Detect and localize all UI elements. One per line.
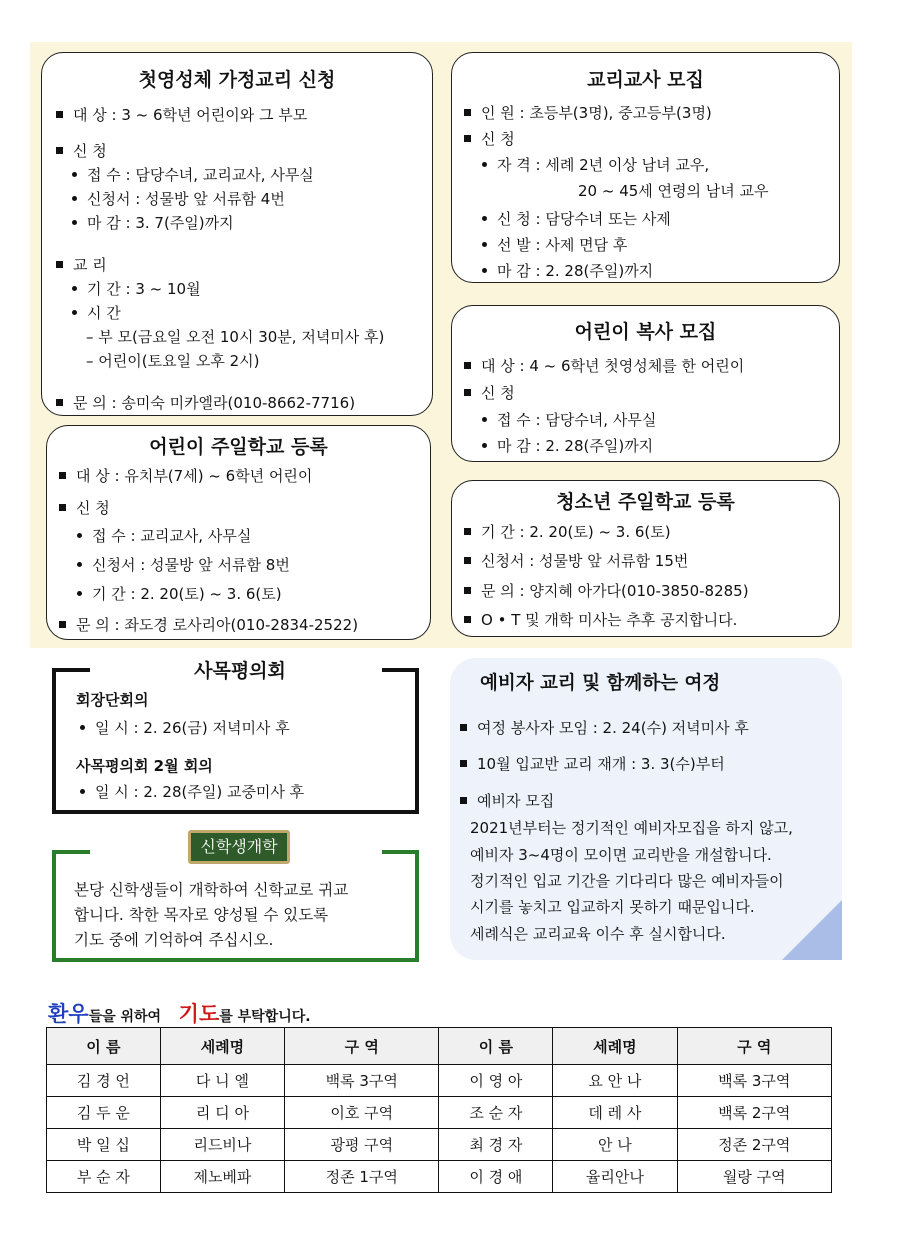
fc-inquiry: 문 의 : 송미숙 미카엘라(010-8662-7716) (73, 394, 356, 412)
square-bullet-icon (56, 147, 63, 154)
square-bullet-icon (56, 399, 63, 406)
square-bullet-icon (464, 362, 471, 369)
dot-bullet-icon (72, 220, 77, 225)
dot-bullet-icon (482, 242, 487, 247)
table-row (47, 1065, 832, 1097)
dot-bullet-icon (77, 533, 82, 538)
tr-apply: 신 청 : 담당수녀 또는 사제 (497, 210, 671, 228)
ys-inquiry: 문 의 : 양지혜 아가다(010-3850-8285) (481, 582, 749, 600)
dot-bullet-icon (72, 286, 77, 291)
cs-target: 대 상 : 유치부(7세) ~ 6학년 어린이 (76, 467, 313, 485)
table-cell: 정존 2구역 (677, 1129, 831, 1161)
fc-apply-2: 신청서 : 성물방 앞 서류함 4번 (87, 190, 285, 208)
ys-form: 신청서 : 성물방 앞 서류함 15번 (481, 552, 689, 570)
square-bullet-icon (464, 135, 471, 142)
seminarian-line-3: 기도 중에 기억하여 주십시오. (74, 931, 274, 949)
cat-line-5: 세례식은 교리교육 이수 후 실시합니다. (470, 925, 726, 943)
table-cell: 월랑 구역 (677, 1161, 831, 1193)
fc-apply-head: 신 청 (73, 142, 107, 160)
table-cell: 김 두 운 (47, 1097, 161, 1129)
as-apply: 접 수 : 담당수녀, 사무실 (497, 411, 657, 429)
council-sub1-time: 일 시 : 2. 26(금) 저녁미사 후 (95, 719, 290, 737)
square-bullet-icon (460, 724, 467, 731)
square-bullet-icon (59, 621, 66, 628)
council-title: 사목평의회 (194, 660, 286, 682)
dot-bullet-icon (80, 725, 85, 730)
dot-bullet-icon (72, 172, 77, 177)
table-cell: 율리안나 (553, 1161, 677, 1193)
col-header: 구 역 (677, 1028, 831, 1065)
prayer-word-patients: 환우 (48, 1002, 89, 1026)
cat-item-1: 여정 봉사자 모임 : 2. 24(수) 저녁미사 후 (477, 719, 749, 737)
table-row (47, 1129, 832, 1161)
children-school-card (46, 425, 431, 640)
prayer-part-2: 를 부탁합니다. (219, 1009, 311, 1025)
table-cell: 이 영 아 (439, 1065, 553, 1097)
fc-time-2: 어린이(토요일 오후 2시) (98, 352, 260, 370)
col-header: 구 역 (285, 1028, 439, 1065)
youth-school-card (451, 480, 840, 637)
tr-qual-1: 자 격 : 세례 2년 이상 남녀 교우, (497, 156, 710, 174)
catechumen-title: 예비자 교리 및 함께하는 여정 (480, 673, 721, 694)
square-bullet-icon (56, 111, 63, 118)
tr-people: 인 원 : 초등부(3명), 중고등부(3명) (481, 104, 712, 122)
table-cell: 백록 2구역 (677, 1097, 831, 1129)
seminarian-line-1: 본당 신학생들이 개학하여 신학교로 귀교 (74, 881, 349, 899)
table-header-row (47, 1028, 832, 1065)
seminarian-line-2: 합니다. 착한 목자로 양성될 수 있도록 (74, 906, 329, 924)
tr-select: 선 발 : 사제 면담 후 (497, 236, 628, 254)
table-cell: 요 안 나 (553, 1065, 677, 1097)
table-row (47, 1097, 832, 1129)
cat-item-2: 10월 입교반 교리 재개 : 3. 3(수)부터 (477, 755, 725, 773)
youth-school-title: 청소년 주일학교 등록 (556, 491, 735, 513)
dot-bullet-icon (482, 162, 487, 167)
dot-bullet-icon (72, 196, 77, 201)
prayer-heading (48, 998, 311, 1028)
table-cell: 김 경 언 (47, 1065, 161, 1097)
cs-inquiry: 문 의 : 좌도경 로사리아(010-2834-2522) (76, 616, 359, 634)
altar-server-card (451, 305, 840, 462)
council-sub2-time: 일 시 : 2. 28(주일) 교중미사 후 (95, 783, 305, 801)
teacher-recruit-title: 교리교사 모집 (587, 69, 704, 91)
prayer-table (46, 1027, 832, 1193)
square-bullet-icon (464, 109, 471, 116)
col-header: 세례명 (160, 1028, 284, 1065)
cs-apply-1: 접 수 : 교리교사, 사무실 (92, 527, 252, 545)
dot-bullet-icon (482, 417, 487, 422)
table-cell: 백록 3구역 (285, 1065, 439, 1097)
fc-doctrine-head: 교 리 (73, 256, 107, 274)
dot-bullet-icon (77, 562, 82, 567)
fc-period: 기 간 : 3 ~ 10월 (87, 280, 201, 298)
dot-bullet-icon (482, 216, 487, 221)
as-target: 대 상 : 4 ~ 6학년 첫영성체를 한 어린이 (481, 357, 745, 375)
children-school-title: 어린이 주일학교 등록 (149, 436, 328, 458)
council-sub2: 사목평의회 2월 회의 (76, 757, 213, 775)
square-bullet-icon (464, 528, 471, 535)
table-cell: 광평 구역 (285, 1129, 439, 1161)
dot-bullet-icon (77, 591, 82, 596)
table-cell: 이호 구역 (285, 1097, 439, 1129)
as-apply-head: 신 청 (481, 384, 515, 402)
first-communion-card: 첫영성체 가정교리 신청 대 상 : 3 ~ 6학년 어린이와 그 부모 신 청 접 수 : 담당수녀, 교리교사, 사무실 신청서 : 성물방 앞 서류함 4번 마 감 : 3. 7(주일)까지 교 리 기 간 : 3 ~ 10월 시 간 – 부 모(금요일 오전 10시 30분, 저녁미사 후) – 어린이(토요일 오후 2시) 문 의 : 송미숙 미카엘라(010-8662-7716) (41, 52, 433, 416)
prayer-part-1: 들을 위하여 (88, 1009, 162, 1025)
table-row (47, 1161, 832, 1193)
tr-apply-head: 신 청 (481, 130, 515, 148)
corner-fold-icon (782, 900, 842, 960)
cat-line-4: 시기를 놓치고 입교하지 못하기 때문입니다. (470, 898, 755, 916)
ys-period: 기 간 : 2. 20(토) ~ 3. 6(토) (481, 523, 671, 541)
table-cell: 리 디 아 (160, 1097, 284, 1129)
as-deadline: 마 감 : 2. 28(주일)까지 (497, 437, 654, 455)
tr-qual-2: 20 ~ 45세 연령의 남녀 교우 (578, 182, 769, 200)
square-bullet-icon (464, 587, 471, 594)
square-bullet-icon (464, 557, 471, 564)
dot-bullet-icon (72, 310, 77, 315)
table-cell: 박 일 십 (47, 1129, 161, 1161)
square-bullet-icon (59, 472, 66, 479)
table-cell: 정존 1구역 (285, 1161, 439, 1193)
square-bullet-icon (56, 261, 63, 268)
square-bullet-icon (464, 616, 471, 623)
fc-time-1: 부 모(금요일 오전 10시 30분, 저녁미사 후) (98, 328, 385, 346)
tr-deadline: 마 감 : 2. 28(주일)까지 (497, 262, 654, 280)
seminarian-badge: 신학생개학 (188, 830, 290, 864)
col-header: 세례명 (553, 1028, 677, 1065)
altar-server-title: 어린이 복사 모집 (574, 321, 717, 343)
col-header: 이 름 (439, 1028, 553, 1065)
table-cell: 제노베파 (160, 1161, 284, 1193)
cat-line-1: 2021년부터는 정기적인 예비자모집을 하지 않고, (470, 819, 793, 837)
table-cell: 최 경 자 (439, 1129, 553, 1161)
table-cell: 이 경 애 (439, 1161, 553, 1193)
cat-item-3: 예비자 모집 (477, 792, 555, 810)
col-header: 이 름 (47, 1028, 161, 1065)
square-bullet-icon (59, 504, 66, 511)
first-communion-title: 첫영성체 가정교리 신청 (138, 69, 336, 91)
teacher-recruit-card (451, 52, 840, 283)
fc-apply-1: 접 수 : 담당수녀, 교리교사, 사무실 (87, 166, 314, 184)
prayer-word-prayer: 기도 (178, 1002, 220, 1026)
table-cell: 리드비나 (160, 1129, 284, 1161)
cat-line-2: 예비자 3~4명이 모이면 교리반을 개설합니다. (470, 846, 772, 864)
fc-time-head: 시 간 (87, 304, 121, 322)
table-cell: 안 나 (553, 1129, 677, 1161)
dot-bullet-icon (482, 268, 487, 273)
table-cell: 백록 3구역 (677, 1065, 831, 1097)
fc-target: 대 상 : 3 ~ 6학년 어린이와 그 부모 (73, 106, 308, 124)
square-bullet-icon (464, 389, 471, 396)
cs-apply-head: 신 청 (76, 499, 110, 517)
cat-line-3: 정기적인 입교 기간을 기다리다 많은 예비자들이 (470, 872, 784, 890)
table-cell: 다 니 엘 (160, 1065, 284, 1097)
ys-ot: O • T 및 개학 미사는 추후 공지합니다. (481, 611, 738, 629)
cs-apply-2: 신청서 : 성물방 앞 서류함 8번 (92, 556, 290, 574)
square-bullet-icon (460, 797, 467, 804)
fc-apply-3: 마 감 : 3. 7(주일)까지 (87, 214, 234, 232)
council-sub1: 회장단회의 (76, 691, 149, 709)
square-bullet-icon (460, 760, 467, 767)
table-cell: 부 순 자 (47, 1161, 161, 1193)
table-cell: 조 순 자 (439, 1097, 553, 1129)
dot-bullet-icon (482, 443, 487, 448)
cs-apply-3: 기 간 : 2. 20(토) ~ 3. 6(토) (92, 585, 282, 603)
dot-bullet-icon (80, 789, 85, 794)
table-cell: 데 레 사 (553, 1097, 677, 1129)
